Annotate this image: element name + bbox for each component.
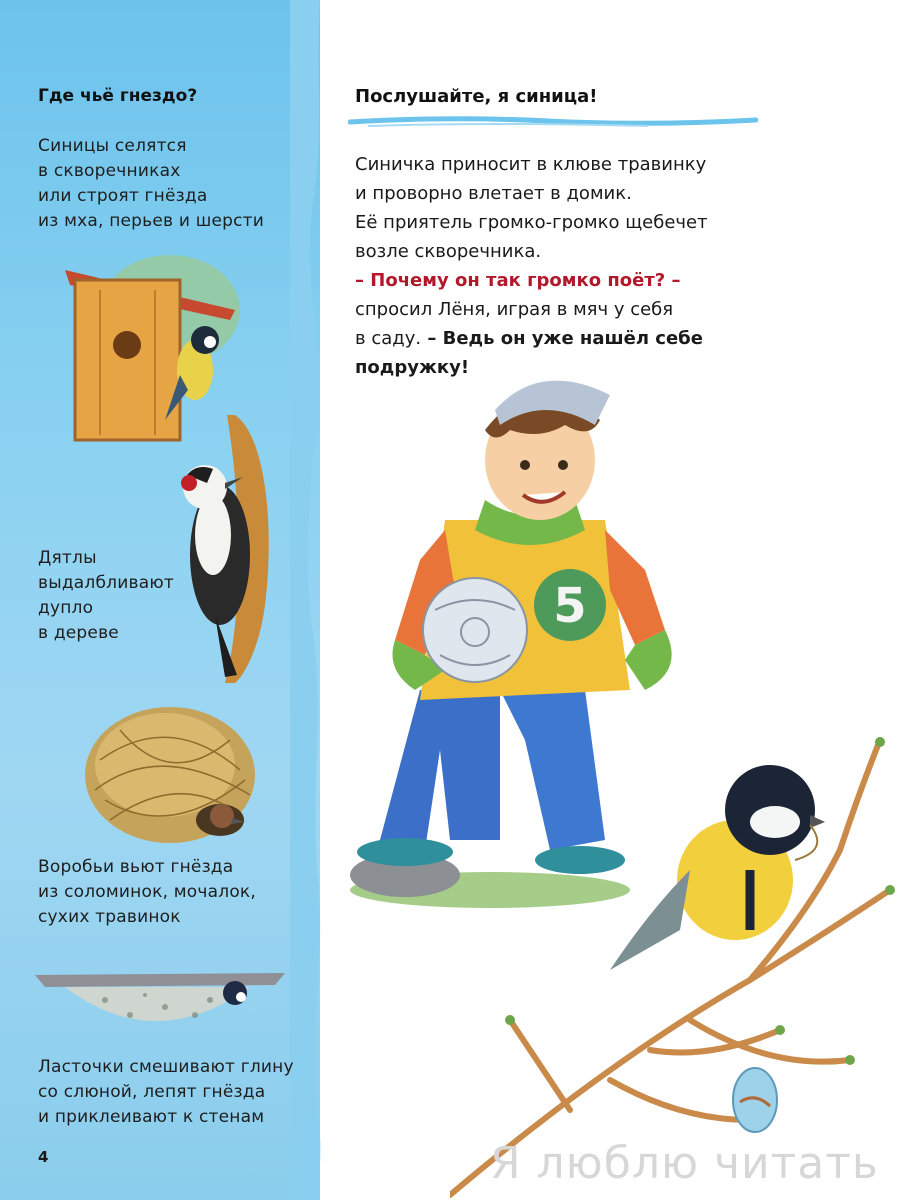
woodpecker-illustration <box>165 405 295 685</box>
woodpecker-description: Дятлы выдалбливают дупло в дереве <box>38 548 174 643</box>
story-line-1: Синичка приносит в клюве травинку <box>355 154 707 175</box>
sidebar-heading: Где чьё гнездо? <box>38 86 198 106</box>
page-number: 4 <box>38 1148 49 1166</box>
swallow-description: Ласточки смешивают глину со слюной, лепят гнёзда и приклеивают к стенам <box>38 1057 294 1127</box>
story-text <box>355 150 875 382</box>
story-line-3: Её приятель громко-громко щебечет <box>355 212 708 233</box>
sparrow-nest-illustration <box>80 700 260 850</box>
title-underline-brushstroke <box>348 112 758 132</box>
story-title: Послушайте, я синица! <box>355 86 598 107</box>
story-question: – Почему он так громко поёт? – <box>355 270 681 291</box>
story-line-4: возле скворечника. <box>355 241 542 262</box>
story-line-7: в саду. – Ведь он уже нашёл себе <box>355 328 703 349</box>
watermark: Я люблю читать <box>490 1138 879 1189</box>
branch-with-tit-illustration <box>450 730 900 1200</box>
tits-description: Синицы селятся в скворечниках или строят гнёзда из мха, перьев и шерсти <box>38 136 265 231</box>
shirt-number: 5 <box>553 578 587 634</box>
story-line-8: подружку! <box>355 357 470 378</box>
story-line-2: и проворно влетает в домик. <box>355 183 632 204</box>
story-line-6: спросил Лёня, играя в мяч у себя <box>355 299 674 320</box>
sparrow-description: Воробьи вьют гнёзда из соломинок, мочалок, сухих травинок <box>38 857 256 927</box>
swallow-nest-illustration <box>35 945 285 1035</box>
